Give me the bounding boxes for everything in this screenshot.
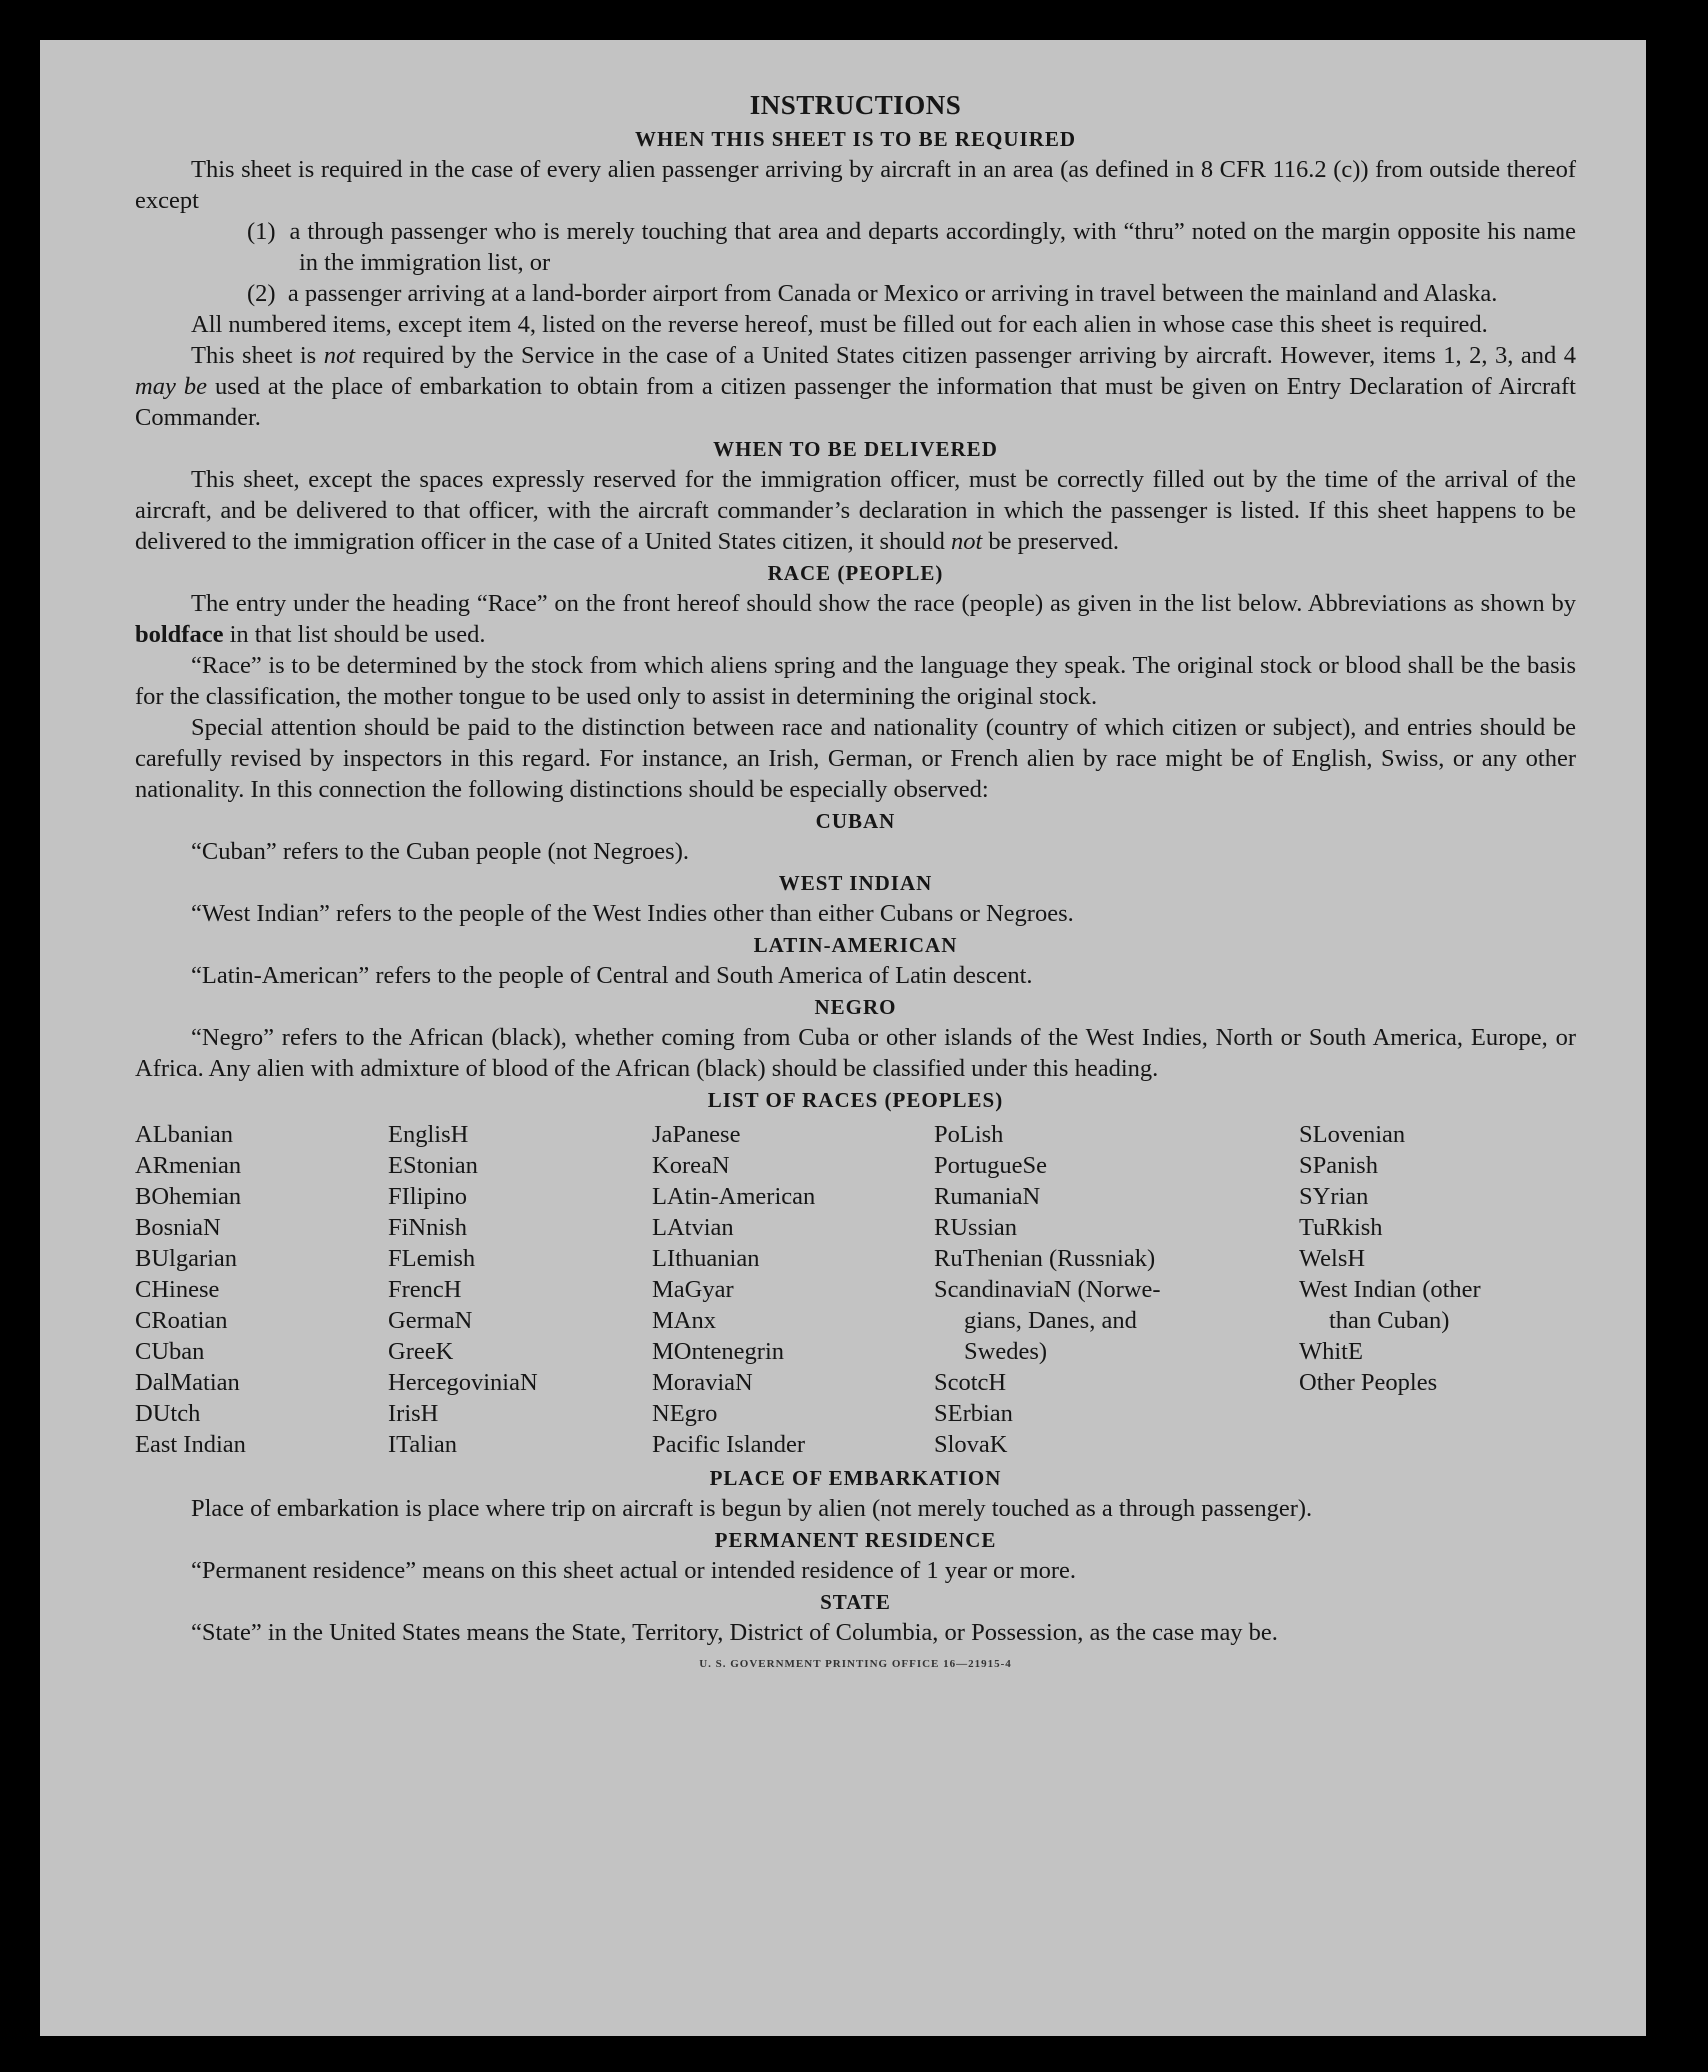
race-item: FLemish [388,1245,476,1272]
race-item: IrisH [388,1400,439,1427]
race-item-continued: Swedes) [964,1338,1048,1365]
paragraph-race-stock: “Race” is to be determined by the stock from which aliens spring and the language they speak. The original stock or blood shall be the basis for the classification, the mother tongue to be used only to assist in determining the original stock. [135,652,1576,710]
race-item-continued: gians, Danes, and [964,1307,1137,1334]
race-item: FIlipino [388,1183,467,1210]
race-item: SYrian [1299,1183,1369,1210]
race-item: GreeK [388,1338,454,1365]
race-item: WelsH [1299,1245,1366,1272]
races-column-4 [934,1119,1299,1460]
heading-state: STATE [820,1590,891,1614]
race-item: SlovaK [934,1431,1008,1458]
race-item: West Indian (other [1299,1276,1481,1303]
race-item: EStonian [388,1152,478,1179]
heading-place-of-embarkation: PLACE OF EMBARKATION [709,1466,1002,1490]
race-item: PoLish [934,1121,1004,1148]
race-item: FrencH [388,1276,462,1303]
race-item: MOntenegrin [652,1338,784,1365]
paragraph-race-entry: The entry under the heading “Race” on the front hereof should show the race (people) as given in the list below. Abbreviations as shown by boldface in that list should be used. [135,590,1576,648]
paragraph-west-indian: “West Indian” refers to the people of the West Indies other than either Cubans or Negroes. [191,900,1074,927]
paragraph-negro: “Negro” refers to the African (black), whether coming from Cuba or other islands of the West Indies, North or South America, Europe, or Africa. Any alien with admixture of blood of the African (black) should be classified under this heading. [135,1024,1576,1082]
race-item: DalMatian [135,1369,240,1396]
heading-west-indian: WEST INDIAN [778,871,933,895]
exception-item-1: (1) a through passenger who is merely touching that area and departs accordingly, with “thru” noted on the margin opposite his name in the immigration list, or [247,218,1577,276]
race-item-continued: than Cuban) [1329,1307,1450,1334]
races-column-5 [1299,1119,1559,1460]
race-item: RumaniaN [934,1183,1041,1210]
race-item: EnglisH [388,1121,469,1148]
paragraph-cuban: “Cuban” refers to the Cuban people (not Negroes). [191,838,689,865]
race-item: SPanish [1299,1152,1378,1179]
heading-cuban: CUBAN [815,809,896,833]
races-column-3 [652,1119,934,1460]
races-list [135,1119,1576,1460]
heading-negro: NEGRO [814,995,897,1019]
race-item: LAtin-American [652,1183,816,1210]
heading-when-required: WHEN THIS SHEET IS TO BE REQUIRED [634,127,1077,151]
heading-when-delivered: WHEN TO BE DELIVERED [713,437,998,461]
race-item: BosniaN [135,1214,221,1241]
race-item: ALbanian [135,1121,233,1148]
race-item: LAtvian [652,1214,734,1241]
race-item: LIthuanian [652,1245,760,1272]
heading-list-of-races: LIST OF RACES (PEOPLES) [707,1088,1004,1112]
race-item: East Indian [135,1431,246,1458]
paragraph-citizen: This sheet is not required by the Service in the case of a United States citizen passenger arriving by aircraft. However, items 1, 2, 3, and 4 may be used at the place of embarkation to obtain from a citizen passenger the information that must be given on Entry Declaration of Aircraft Commander. [135,342,1576,431]
race-item: MoraviaN [652,1369,753,1396]
race-item: SLovenian [1299,1121,1406,1148]
race-item: WhitE [1299,1338,1363,1365]
race-item: HercegoviniaN [388,1369,538,1396]
race-item: SErbian [934,1400,1013,1427]
race-item: RUssian [934,1214,1018,1241]
race-item: MAnx [652,1307,716,1334]
race-item: ARmenian [135,1152,242,1179]
race-item: CRoatian [135,1307,228,1334]
paragraph-embarkation: Place of embarkation is place where trip on aircraft is begun by alien (not merely touched as a through passenger). [191,1495,1313,1522]
paragraph-residence: “Permanent residence” means on this sheet actual or intended residence of 1 year or more. [191,1557,1077,1584]
race-item: Pacific Islander [652,1431,806,1458]
document-page [40,40,1646,2036]
race-item: ScandinaviaN (Norwe- [934,1276,1161,1303]
race-item: KoreaN [652,1152,730,1179]
heading-permanent-residence: PERMANENT RESIDENCE [714,1528,997,1552]
race-item: CUban [135,1338,205,1365]
paragraph-delivered: This sheet, except the spaces expressly reserved for the immigration officer, must be correctly filled out by the time of the arrival of the aircraft, and be delivered to that officer, with the aircraft commander’s declaration in which the passenger is listed. If this sheet happens to be delivered to the immigration officer in the case of a United States citizen, it should not be preserved. [135,466,1576,555]
race-item: PortugueSe [934,1152,1047,1179]
race-item: JaPanese [652,1121,741,1148]
heading-race: RACE (PEOPLE) [767,561,944,585]
page-title: INSTRUCTIONS [749,90,962,120]
race-item: BUlgarian [135,1245,238,1272]
race-item: DUtch [135,1400,201,1427]
paragraph-numbered-items: All numbered items, except item 4, listed on the reverse hereof, must be filled out for each alien in whose case this sheet is required. [191,311,1488,338]
paragraph-required-intro: This sheet is required in the case of every alien passenger arriving by aircraft in an area (as defined in 8 CFR 116.2 (c)) from outside thereof except [135,156,1576,214]
race-item: MaGyar [652,1276,734,1303]
heading-latin-american: LATIN-AMERICAN [753,933,958,957]
exception-item-2: (2) a passenger arriving at a land-border airport from Canada or Mexico or arriving in travel between the mainland and Alaska. [247,280,1498,307]
race-item: FiNnish [388,1214,467,1241]
paragraph-state: “State” in the United States means the State, Territory, District of Columbia, or Possession, as the case may be. [191,1619,1278,1646]
race-item: RuThenian (Russniak) [934,1245,1156,1272]
paragraph-latin-american: “Latin-American” refers to the people of Central and South America of Latin descent. [191,962,1033,989]
race-item: ITalian [388,1431,458,1458]
printing-office-imprint: U. S. GOVERNMENT PRINTING OFFICE 16—21915-4 [699,1658,1012,1670]
race-item: NEgro [652,1400,718,1427]
race-item: Other Peoples [1299,1369,1438,1396]
race-item: GermaN [388,1307,473,1334]
race-item: ScotcH [934,1369,1007,1396]
race-item: BOhemian [135,1183,242,1210]
race-item: TuRkish [1299,1214,1383,1241]
races-column-1 [135,1119,388,1460]
races-column-2 [388,1119,652,1460]
paragraph-race-nationality: Special attention should be paid to the distinction between race and nationality (country of which citizen or subject), and entries should be carefully revised by inspectors in this regard. For instance, an Irish, German, or French alien by race might be of English, Swiss, or any other nationality. In this connection the following distinctions should be especially observed: [135,714,1576,803]
race-item: CHinese [135,1276,220,1303]
